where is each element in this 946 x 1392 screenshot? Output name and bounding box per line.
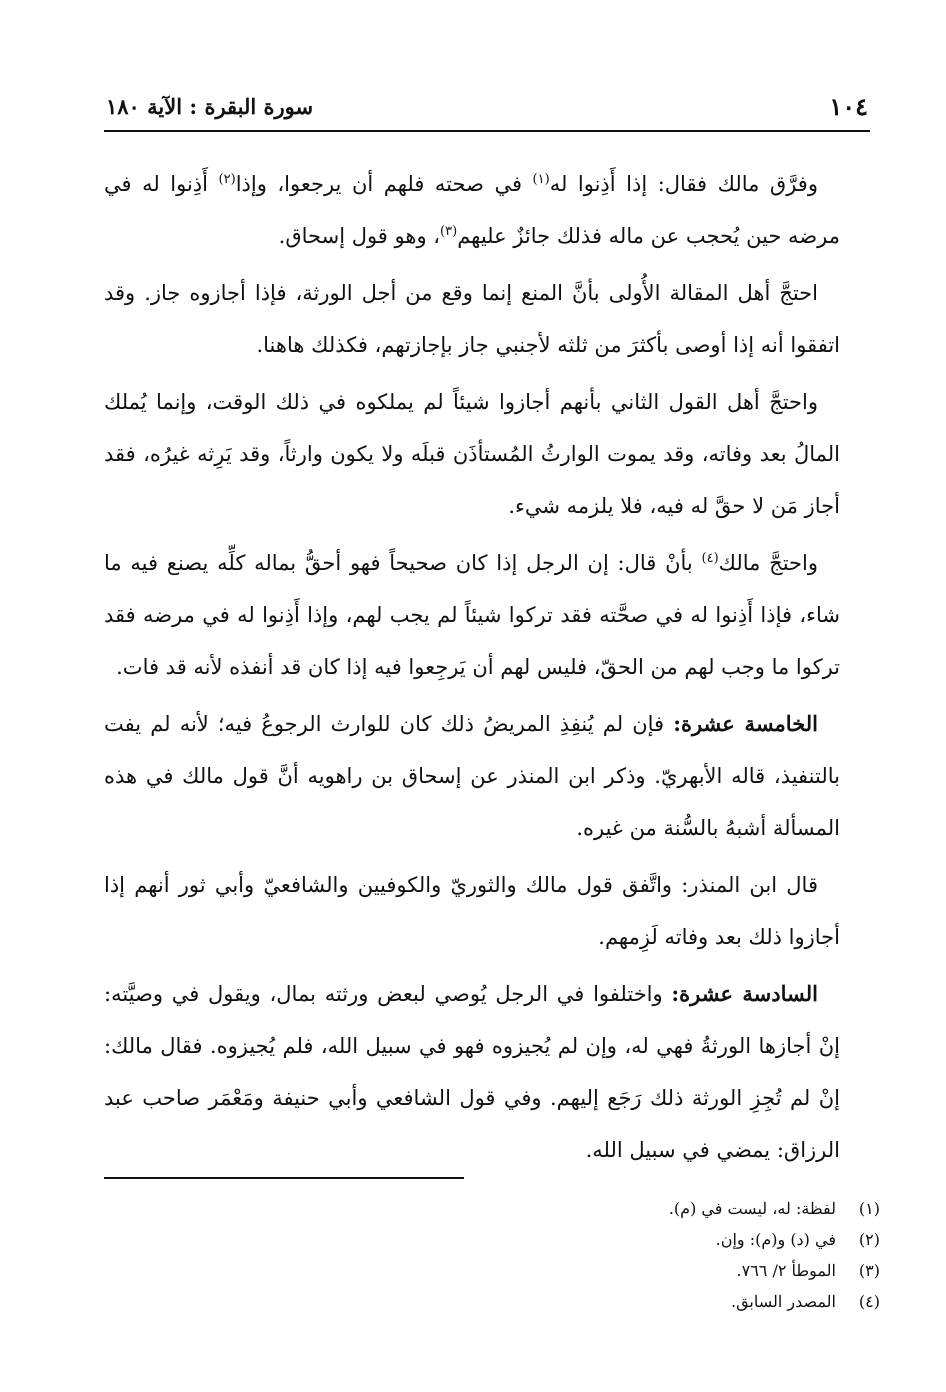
text-run: واحتجَّ مالك (718, 551, 818, 575)
running-title: سورة البقرة : الآية ١٨٠ (106, 94, 314, 119)
main-text (104, 158, 840, 1181)
footnote-text: في (د) و(م): وإن. (715, 1230, 836, 1249)
text-run: بأنْ قال: إن الرجل إذا كان صحيحاً فهو أحقُّ بماله كلِّه يصنع فيه ما شاء، فإذا أَذِنوا له في صحَّته فقد تركوا شيئاً لم يجب لهم، وإذا أَذِنوا له في مرضه فقد تركوا ما وجب لهم من الحقّ، فليس لهم أن يَرجِعوا فيه إذا كان قد أنفذه لأنه قد فات. (104, 551, 840, 679)
paragraph (104, 537, 840, 693)
paragraph (104, 968, 840, 1176)
footnote (104, 1255, 880, 1286)
footnote (104, 1286, 880, 1317)
footnote-number: (١) (858, 1199, 880, 1218)
page-number: ١٠٤ (829, 92, 868, 121)
section-heading: الخامسة عشرة: (673, 711, 818, 736)
footnote-number: (٣) (858, 1261, 880, 1280)
text-run: واحتجَّ أهل القول الثاني بأنهم أجازوا شيئاً لم يملكوه في ذلك الوقت، وإنما يُملك المالُ بعد وفاته، وقد يموت الوارثُ المُستأذَن قبلَه ولا يكون وارثاً، وقد يَرِثه غيرُه، فقد أجاز مَن لا حقَّ له فيه، فلا يلزمه شيء. (104, 390, 840, 518)
footnote-separator (104, 1177, 464, 1179)
paragraph (104, 376, 840, 532)
footnote (104, 1224, 880, 1255)
footnote-number: (٤) (858, 1292, 880, 1311)
text-run: في صحته فلهم أن يرجعوا، وإذا (235, 172, 533, 196)
paragraph (104, 859, 840, 963)
section-heading: السادسة عشرة: (671, 981, 818, 1006)
footnotes (104, 1193, 880, 1317)
footnote (104, 1193, 880, 1224)
footnote-number: (٢) (858, 1230, 880, 1249)
footnote-marker: (٢) (218, 172, 236, 187)
footnote-text: الموطأ ٢/ ٧٦٦. (736, 1261, 836, 1280)
paragraph (104, 698, 840, 854)
text-run: احتجَّ أهل المقالة الأُولى بأنَّ المنع إنما وقع من أجل الورثة، فإذا أجازوه جاز. وقد اتفقوا أنه إذا أوصى بأكثرَ من ثلثه لأجنبي جاز بإجازتهم، فكذلك هاهنا. (104, 281, 840, 357)
text-run: قال ابن المنذر: واتَّفق قول مالك والثوريّ والكوفيين والشافعيّ وأبي ثور أنهم إذا أجازوا ذلك بعد وفاته لَزِمهم. (104, 873, 840, 949)
text-run: فإن لم يُنفِذِ المريضُ ذلك كان للوارث الرجوعُ فيه؛ لأنه لم يفت بالتنفيذ، قاله الأبهريّ. وذكر ابن المنذر عن إسحاق بن راهويه أنَّ قول مالك في هذه المسألة أشبهُ بالسُّنة من غيره. (104, 712, 840, 840)
paragraph (104, 267, 840, 371)
footnote-marker: (١) (532, 172, 550, 187)
text-run: واختلفوا في الرجل يُوصي لبعض ورثته بمال، ويقول في وصيَّته: إنْ أجازها الورثةُ فهي له، وإن لم يُجيزوه فهو في سبيل الله، فلم يُجيزوه. فقال مالك: إنْ لم تُجِزِ الورثة ذلك رَجَع إليهم. وفي قول الشافعي وأبي حنيفة ومَعْمَر صاحب عبد الرزاق: يمضي في سبيل الله. (104, 982, 840, 1162)
page-header (104, 86, 870, 132)
text-run: ، وهو قول إسحاق. (278, 224, 441, 248)
footnote-text: المصدر السابق. (730, 1292, 836, 1311)
paragraph (104, 158, 840, 262)
footnote-marker: (٤) (701, 551, 719, 566)
footnote-marker: (٣) (440, 224, 458, 239)
text-run: وفرَّق مالك فقال: إذا أَذِنوا له (549, 172, 818, 196)
footnote-text: لفظة: له، ليست في (م). (668, 1199, 836, 1218)
text-run: أَذِنوا له في مرضه حين يُحجب عن ماله فذلك جائزٌ عليهم (104, 172, 840, 248)
